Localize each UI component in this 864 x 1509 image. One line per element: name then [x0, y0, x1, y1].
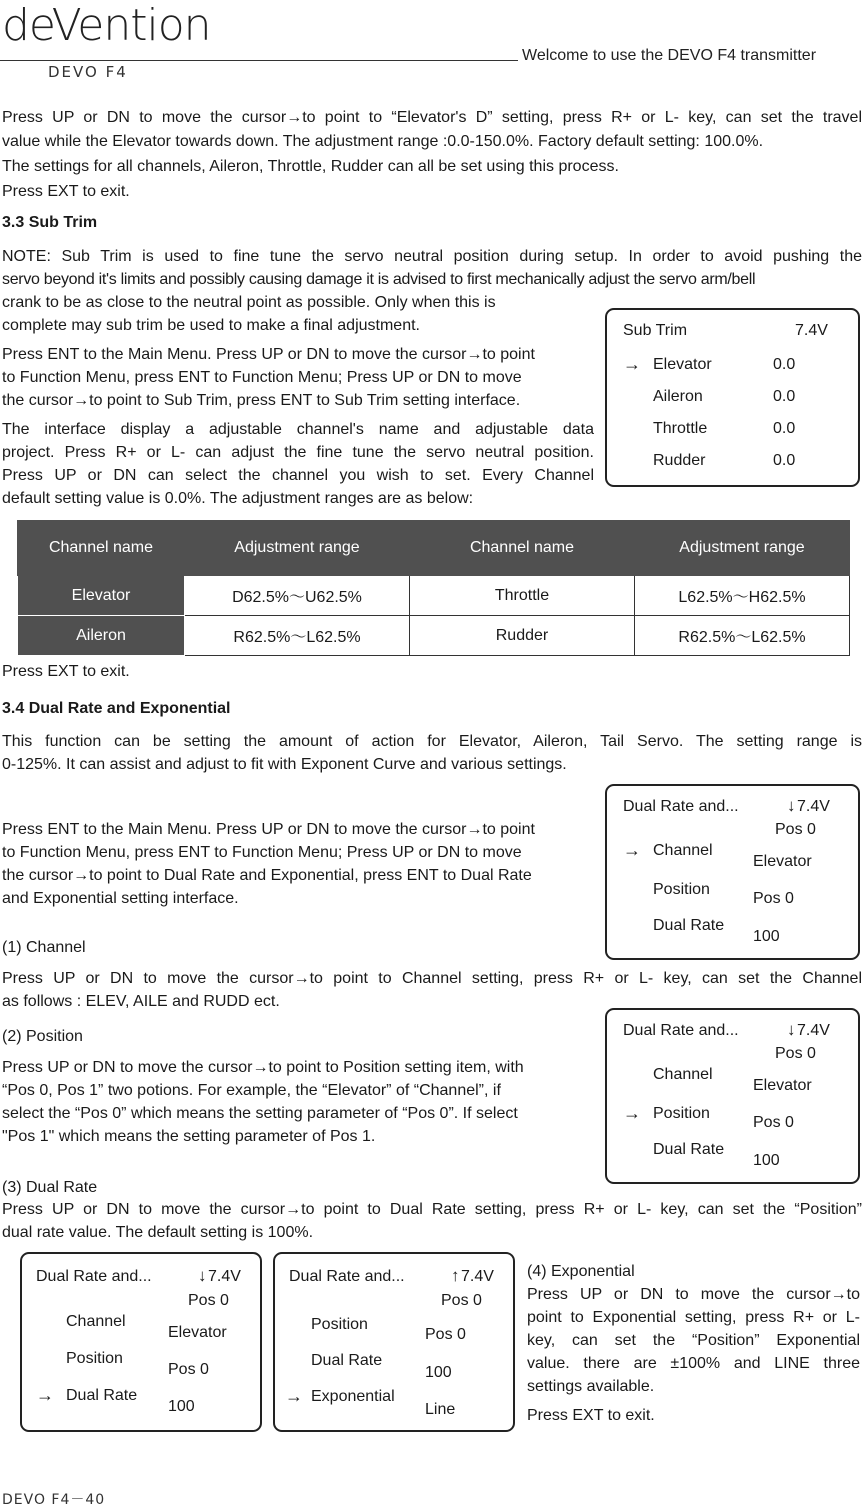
- lcd-label: Dual Rate: [66, 1387, 138, 1404]
- exponential-line: point to Exponential setting, press R+ or L-: [527, 1309, 860, 1326]
- brand-model: DEVO F4: [48, 63, 128, 81]
- lcd-title: Dual Rate and...: [289, 1268, 405, 1285]
- interface-line: project. Press R+ or L- can adjust the fine tune the servo neutral position.: [2, 444, 594, 461]
- lcd-sub-trim: [605, 308, 860, 487]
- lcd-voltage: 7.4V: [208, 1268, 241, 1285]
- lcd-value: 100: [168, 1398, 195, 1415]
- lcd-pos: Pos 0: [188, 1292, 229, 1309]
- position-line: Press UP or DN to move the cursor→to point to Position setting item, with: [2, 1059, 524, 1076]
- lcd-title: Sub Trim: [623, 322, 688, 339]
- instruction-line: to Function Menu, press ENT to Function Menu; Press UP or DN to move: [2, 369, 522, 386]
- table-header-row: [18, 521, 850, 576]
- exit-line: Press EXT to exit.: [2, 663, 130, 680]
- table-cell: D62.5%～U62.5%: [185, 576, 410, 616]
- lcd-label: Channel: [66, 1313, 126, 1330]
- lcd-voltage: 7.4V: [461, 1268, 494, 1285]
- lcd-title: Dual Rate and...: [623, 798, 739, 815]
- lcd-row-name: Elevator: [653, 356, 712, 373]
- lcd-value: 100: [753, 928, 780, 945]
- subheading: (4) Exponential: [527, 1263, 635, 1280]
- cursor-arrow-icon: →: [623, 354, 641, 374]
- lcd-title: Dual Rate and...: [36, 1268, 152, 1285]
- adjustment-range-table: [17, 520, 850, 656]
- lcd-voltage: 7.4V: [797, 1022, 830, 1039]
- lcd-label: Dual Rate: [311, 1352, 383, 1369]
- lcd-label: Position: [66, 1350, 123, 1367]
- section-heading: 3.3 Sub Trim: [2, 214, 98, 231]
- instruction-line: Press ENT to the Main Menu. Press UP or DN to move the cursor→to point: [2, 821, 535, 838]
- header-welcome: Welcome to use the DEVO F4 transmitter: [522, 47, 817, 64]
- lcd-row-name: Rudder: [653, 452, 706, 469]
- lcd-pos: Pos 0: [441, 1292, 482, 1309]
- table-cell: Aileron: [18, 616, 185, 656]
- interface-line: The interface display a adjustable channel's name and adjustable data: [2, 421, 594, 438]
- note-line: crank to be as close to the neutral point as possible. Only when this is: [2, 294, 496, 311]
- lcd-label: Position: [653, 881, 710, 898]
- interface-line: Press UP or DN can select the channel you wish to set. Every Channel: [2, 467, 594, 484]
- table-cell: L62.5%～H62.5%: [635, 576, 850, 616]
- instruction-line: and Exponential setting interface.: [2, 890, 239, 907]
- interface-line: default setting value is 0.0%. The adjustment ranges are as below:: [2, 490, 474, 507]
- channel-line: Press UP or DN to move the cursor→to point to Channel setting, press R+ or L- key, can set the Channel: [2, 970, 862, 987]
- lcd-row-value: 0.0: [773, 452, 796, 469]
- lcd-row-value: 0.0: [773, 420, 796, 437]
- note-line: complete may sub trim be used to make a final adjustment.: [2, 317, 420, 334]
- instruction-line: the cursor→to point to Dual Rate and Exponential, press ENT to Dual Rate: [2, 867, 532, 884]
- lcd-value: Line: [425, 1401, 456, 1418]
- lcd-row-value: 0.0: [773, 388, 796, 405]
- exit-line: Press EXT to exit.: [527, 1407, 655, 1424]
- dualrate-line: dual rate value. The default setting is 100%.: [2, 1224, 314, 1241]
- lcd-dual-rate-position: [605, 1008, 860, 1184]
- lcd-label: Channel: [653, 1066, 713, 1083]
- cursor-arrow-icon: →: [623, 840, 641, 860]
- table-cell: Throttle: [410, 576, 635, 616]
- page-footer: DEVO F4－40: [2, 1492, 106, 1508]
- position-line: "Pos 1" which means the setting parameter of Pos 1.: [2, 1128, 376, 1145]
- note-line: NOTE: Sub Trim is used to fine tune the servo neutral position during setup. In order to avoid pushing the: [2, 248, 862, 265]
- lcd-row-value: 0.0: [773, 356, 796, 373]
- brand-logo: deVention: [2, 0, 211, 51]
- exponential-line: value. there are ±100% and LINE three: [527, 1355, 860, 1372]
- instruction-line: to Function Menu, press ENT to Function Menu; Press UP or DN to move: [2, 844, 522, 861]
- table-cell: Rudder: [410, 616, 635, 656]
- lcd-dual-rate-channel: [605, 784, 860, 960]
- intro-line: Press UP or DN to move the cursor→to point to “Elevator's D” setting, press R+ or L- key, can set the travel: [2, 109, 862, 126]
- table-header: Channel name: [18, 521, 185, 576]
- table-header: Adjustment range: [185, 521, 410, 576]
- table-header: Channel name: [410, 521, 635, 576]
- lcd-label: Position: [653, 1105, 710, 1122]
- lcd-value: Pos 0: [425, 1326, 466, 1343]
- lcd-title: Dual Rate and...: [623, 1022, 739, 1039]
- down-arrow-icon: ↓: [787, 1020, 796, 1039]
- desc-line: This function can be setting the amount of action for Elevator, Aileron, Tail Servo. The setting range is: [2, 733, 862, 750]
- subheading: (2) Position: [2, 1028, 83, 1045]
- dualrate-line: Press UP or DN to move the cursor→to point to Dual Rate setting, press R+ or L- key, can set the “Position”: [2, 1201, 862, 1218]
- instruction-line: the cursor→to point to Sub Trim, press ENT to Sub Trim setting interface.: [2, 392, 521, 409]
- section-heading: 3.4 Dual Rate and Exponential: [2, 700, 231, 717]
- intro-line: value while the Elevator towards down. The adjustment range :0.0-150.0%. Factory default setting: 100.0%.: [2, 133, 764, 150]
- desc-line: 0-125%. It can assist and adjust to fit with Exponent Curve and various settings.: [2, 756, 567, 773]
- cursor-arrow-icon: →: [36, 1385, 54, 1405]
- cursor-arrow-icon: →: [623, 1103, 641, 1123]
- lcd-pos: Pos 0: [775, 821, 816, 838]
- lcd-value: 100: [425, 1364, 452, 1381]
- up-arrow-icon: ↑: [451, 1266, 460, 1285]
- cursor-arrow-icon: →: [285, 1386, 303, 1406]
- intro-line: Press EXT to exit.: [2, 183, 130, 200]
- table-row: [18, 576, 850, 616]
- lcd-label: Dual Rate: [653, 917, 725, 934]
- lcd-value: Pos 0: [168, 1361, 209, 1378]
- subheading: (1) Channel: [2, 939, 86, 956]
- intro-line: The settings for all channels, Aileron, Throttle, Rudder can all be set using this process.: [2, 158, 619, 175]
- table-cell: Elevator: [18, 576, 185, 616]
- table-header: Adjustment range: [635, 521, 850, 576]
- lcd-voltage: 7.4V: [795, 322, 828, 339]
- down-arrow-icon: ↓: [198, 1266, 207, 1285]
- lcd-pos: Pos 0: [775, 1045, 816, 1062]
- lcd-value: Elevator: [168, 1324, 227, 1341]
- lcd-row-name: Aileron: [653, 388, 703, 405]
- lcd-value: 100: [753, 1152, 780, 1169]
- lcd-row-name: Throttle: [653, 420, 708, 437]
- exponential-line: settings available.: [527, 1378, 655, 1395]
- note-line: servo beyond it's limits and possibly causing damage it is advised to first mechanically adjust the servo arm/bell: [2, 271, 756, 288]
- lcd-value: Pos 0: [753, 890, 794, 907]
- position-line: “Pos 0, Pos 1” two potions. For example, the “Elevator” of “Channel”, if: [2, 1082, 501, 1099]
- exponential-line: key, can set the “Position” Exponential: [527, 1332, 860, 1349]
- exponential-line: Press UP or DN to move the cursor→to: [527, 1286, 860, 1303]
- lcd-dual-rate-exponential: [273, 1252, 515, 1432]
- lcd-dual-rate-rate: [20, 1252, 262, 1432]
- header-rule: [0, 60, 518, 61]
- table-cell: R62.5%～L62.5%: [635, 616, 850, 656]
- lcd-label: Position: [311, 1316, 368, 1333]
- down-arrow-icon: ↓: [787, 796, 796, 815]
- lcd-value: Pos 0: [753, 1114, 794, 1131]
- table-cell: R62.5%～L62.5%: [185, 616, 410, 656]
- subheading: (3) Dual Rate: [2, 1179, 98, 1196]
- lcd-label: Dual Rate: [653, 1141, 725, 1158]
- lcd-value: Elevator: [753, 853, 812, 870]
- lcd-voltage: 7.4V: [797, 798, 830, 815]
- lcd-label: Exponential: [311, 1388, 395, 1405]
- lcd-value: Elevator: [753, 1077, 812, 1094]
- instruction-line: Press ENT to the Main Menu. Press UP or DN to move the cursor→to point: [2, 346, 535, 363]
- channel-line: as follows : ELEV, AILE and RUDD ect.: [2, 993, 280, 1010]
- lcd-label: Channel: [653, 842, 713, 859]
- position-line: select the “Pos 0” which means the setting parameter of “Pos 0”. If select: [2, 1105, 518, 1122]
- table-row: [18, 616, 850, 656]
